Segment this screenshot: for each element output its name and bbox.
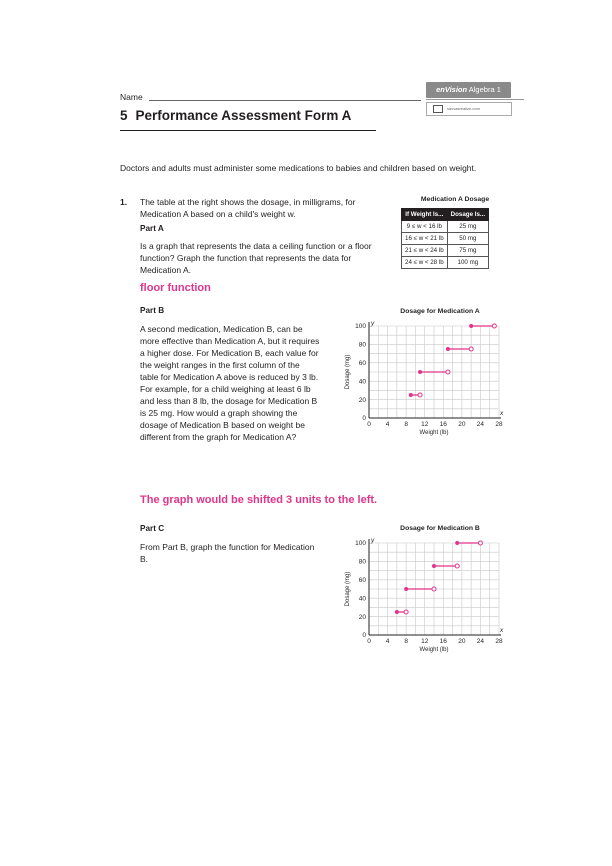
part-a-text: Is a graph that represents the data a ceiling function or a floor function? Graph the function that represents the data for Medication A. bbox=[140, 241, 372, 275]
x-axis-variable: x bbox=[500, 627, 504, 634]
x-tick-label: 28 bbox=[495, 421, 503, 428]
x-tick-label: 20 bbox=[458, 638, 466, 645]
title-text: Performance Assessment Form A bbox=[135, 108, 352, 123]
dosage-cell: 25 mg bbox=[447, 221, 488, 233]
y-tick-label: 60 bbox=[358, 577, 366, 584]
dosage-cell: 75 mg bbox=[447, 245, 488, 257]
intro-text: Doctors and adults must administer some medications to babies and children based on weight. bbox=[120, 163, 477, 173]
y-tick-label: 20 bbox=[358, 396, 366, 404]
x-tick-label: 24 bbox=[476, 421, 485, 428]
y-tick-label: 80 bbox=[358, 558, 366, 566]
open-endpoint bbox=[404, 610, 408, 614]
part-c-text: From Part B, graph the function for Medication B. bbox=[140, 542, 315, 564]
brand-site-box bbox=[426, 102, 512, 116]
x-tick-label: 24 bbox=[476, 638, 485, 645]
closed-endpoint bbox=[409, 393, 413, 397]
closed-endpoint bbox=[446, 347, 450, 351]
chart-a-title: Dosage for Medication A bbox=[400, 308, 480, 315]
weight-cell: 9 ≤ w < 16 lb bbox=[402, 221, 448, 233]
table-row bbox=[402, 257, 489, 269]
dosage-cell: 100 mg bbox=[447, 257, 488, 269]
x-tick-label: 4 bbox=[385, 421, 390, 428]
y-tick-label: 40 bbox=[358, 595, 366, 603]
table-row bbox=[402, 233, 489, 245]
part-b-text: A second medication, Medication B, can be more effective than Medication A, but it requires a higher dose. For Medication B, each value for the weight ranges in the first column of the table for Medication A above is reduced by 3 lb. For example, for a child weighing at least 6 lb and less than 8 lb, the dosage for Medication B is 25 mg. How would a graph showing the dosage of Medication B based on weight be different from the graph for Medication A? bbox=[140, 324, 320, 442]
y-axis-variable: y bbox=[371, 320, 375, 327]
x-tick-label: 8 bbox=[404, 421, 408, 428]
x-tick-label: 8 bbox=[404, 638, 408, 645]
x-tick-label: 12 bbox=[421, 421, 429, 428]
x-tick-label: 12 bbox=[421, 638, 429, 645]
x-axis-variable: x bbox=[500, 410, 504, 417]
y-tick-label: 100 bbox=[355, 540, 366, 548]
x-tick-label: 16 bbox=[439, 421, 447, 428]
brand-course: Algebra 1 bbox=[468, 85, 501, 94]
y-tick-label: 80 bbox=[358, 341, 366, 349]
open-endpoint bbox=[446, 370, 450, 374]
x-tick-label: 16 bbox=[439, 638, 447, 645]
closed-endpoint bbox=[469, 324, 473, 328]
open-endpoint bbox=[418, 393, 422, 397]
table-header-weight: If Weight Is... bbox=[402, 209, 448, 221]
y-axis-label: Dosage (mg) bbox=[345, 354, 351, 390]
x-axis-label: Weight (lb) bbox=[419, 430, 449, 436]
brand-banner bbox=[426, 82, 511, 98]
table-header-dosage: Dosage Is... bbox=[447, 209, 488, 221]
question-number: 1. bbox=[120, 197, 128, 207]
closed-endpoint bbox=[432, 564, 436, 568]
x-tick-label: 4 bbox=[385, 638, 390, 645]
part-c-heading: Part C bbox=[140, 524, 165, 533]
page-title bbox=[120, 108, 351, 123]
y-tick-label: 20 bbox=[358, 613, 366, 621]
title-number: 5 bbox=[120, 108, 128, 123]
name-line[interactable] bbox=[149, 100, 421, 101]
question-text: The table at the right shows the dosage, in milligrams, for Medication A based on a child's weight w. bbox=[140, 197, 356, 219]
x-axis-label: Weight (lb) bbox=[419, 647, 449, 653]
weight-cell: 24 ≤ w < 28 lb bbox=[402, 257, 448, 269]
name-label: Name bbox=[120, 92, 143, 102]
brand-name: enVision bbox=[436, 85, 468, 94]
title-rule bbox=[120, 130, 376, 131]
closed-endpoint bbox=[395, 610, 399, 614]
brand-site: savvasrealize.com bbox=[447, 106, 480, 111]
closed-endpoint bbox=[404, 587, 408, 591]
x-tick-label: 0 bbox=[367, 638, 371, 645]
y-tick-label: 0 bbox=[362, 415, 366, 423]
dosage-table bbox=[401, 208, 489, 269]
weight-cell: 16 ≤ w < 21 lb bbox=[402, 233, 448, 245]
closed-endpoint bbox=[418, 370, 422, 374]
open-endpoint bbox=[492, 324, 496, 328]
table-title: Medication A Dosage bbox=[420, 196, 490, 203]
weight-cell: 21 ≤ w < 24 lb bbox=[402, 245, 448, 257]
open-endpoint bbox=[469, 347, 473, 351]
dosage-cell: 50 mg bbox=[447, 233, 488, 245]
open-endpoint bbox=[478, 541, 482, 545]
table-row bbox=[402, 245, 489, 257]
monitor-icon bbox=[433, 105, 443, 113]
table-row bbox=[402, 221, 489, 233]
x-tick-label: 28 bbox=[495, 638, 503, 645]
y-tick-label: 100 bbox=[355, 323, 366, 331]
brand-rule bbox=[426, 99, 524, 100]
y-axis-label: Dosage (mg) bbox=[345, 571, 351, 607]
y-tick-label: 60 bbox=[358, 360, 366, 367]
y-tick-label: 0 bbox=[362, 632, 366, 640]
chart-medication-b bbox=[335, 535, 515, 657]
part-b-answer: The graph would be shifted 3 units to the left. bbox=[140, 494, 378, 506]
x-tick-label: 0 bbox=[367, 421, 371, 428]
open-endpoint bbox=[455, 564, 459, 568]
chart-medication-a bbox=[335, 318, 515, 438]
part-b-heading: Part B bbox=[140, 306, 165, 315]
y-tick-label: 40 bbox=[358, 378, 366, 386]
x-tick-label: 20 bbox=[458, 421, 466, 428]
part-a-answer: floor function bbox=[140, 282, 211, 294]
closed-endpoint bbox=[455, 541, 459, 545]
y-axis-variable: y bbox=[371, 537, 375, 544]
open-endpoint bbox=[432, 587, 436, 591]
chart-b-title: Dosage for Medication B bbox=[400, 525, 480, 532]
part-a-heading: Part A bbox=[140, 224, 164, 233]
